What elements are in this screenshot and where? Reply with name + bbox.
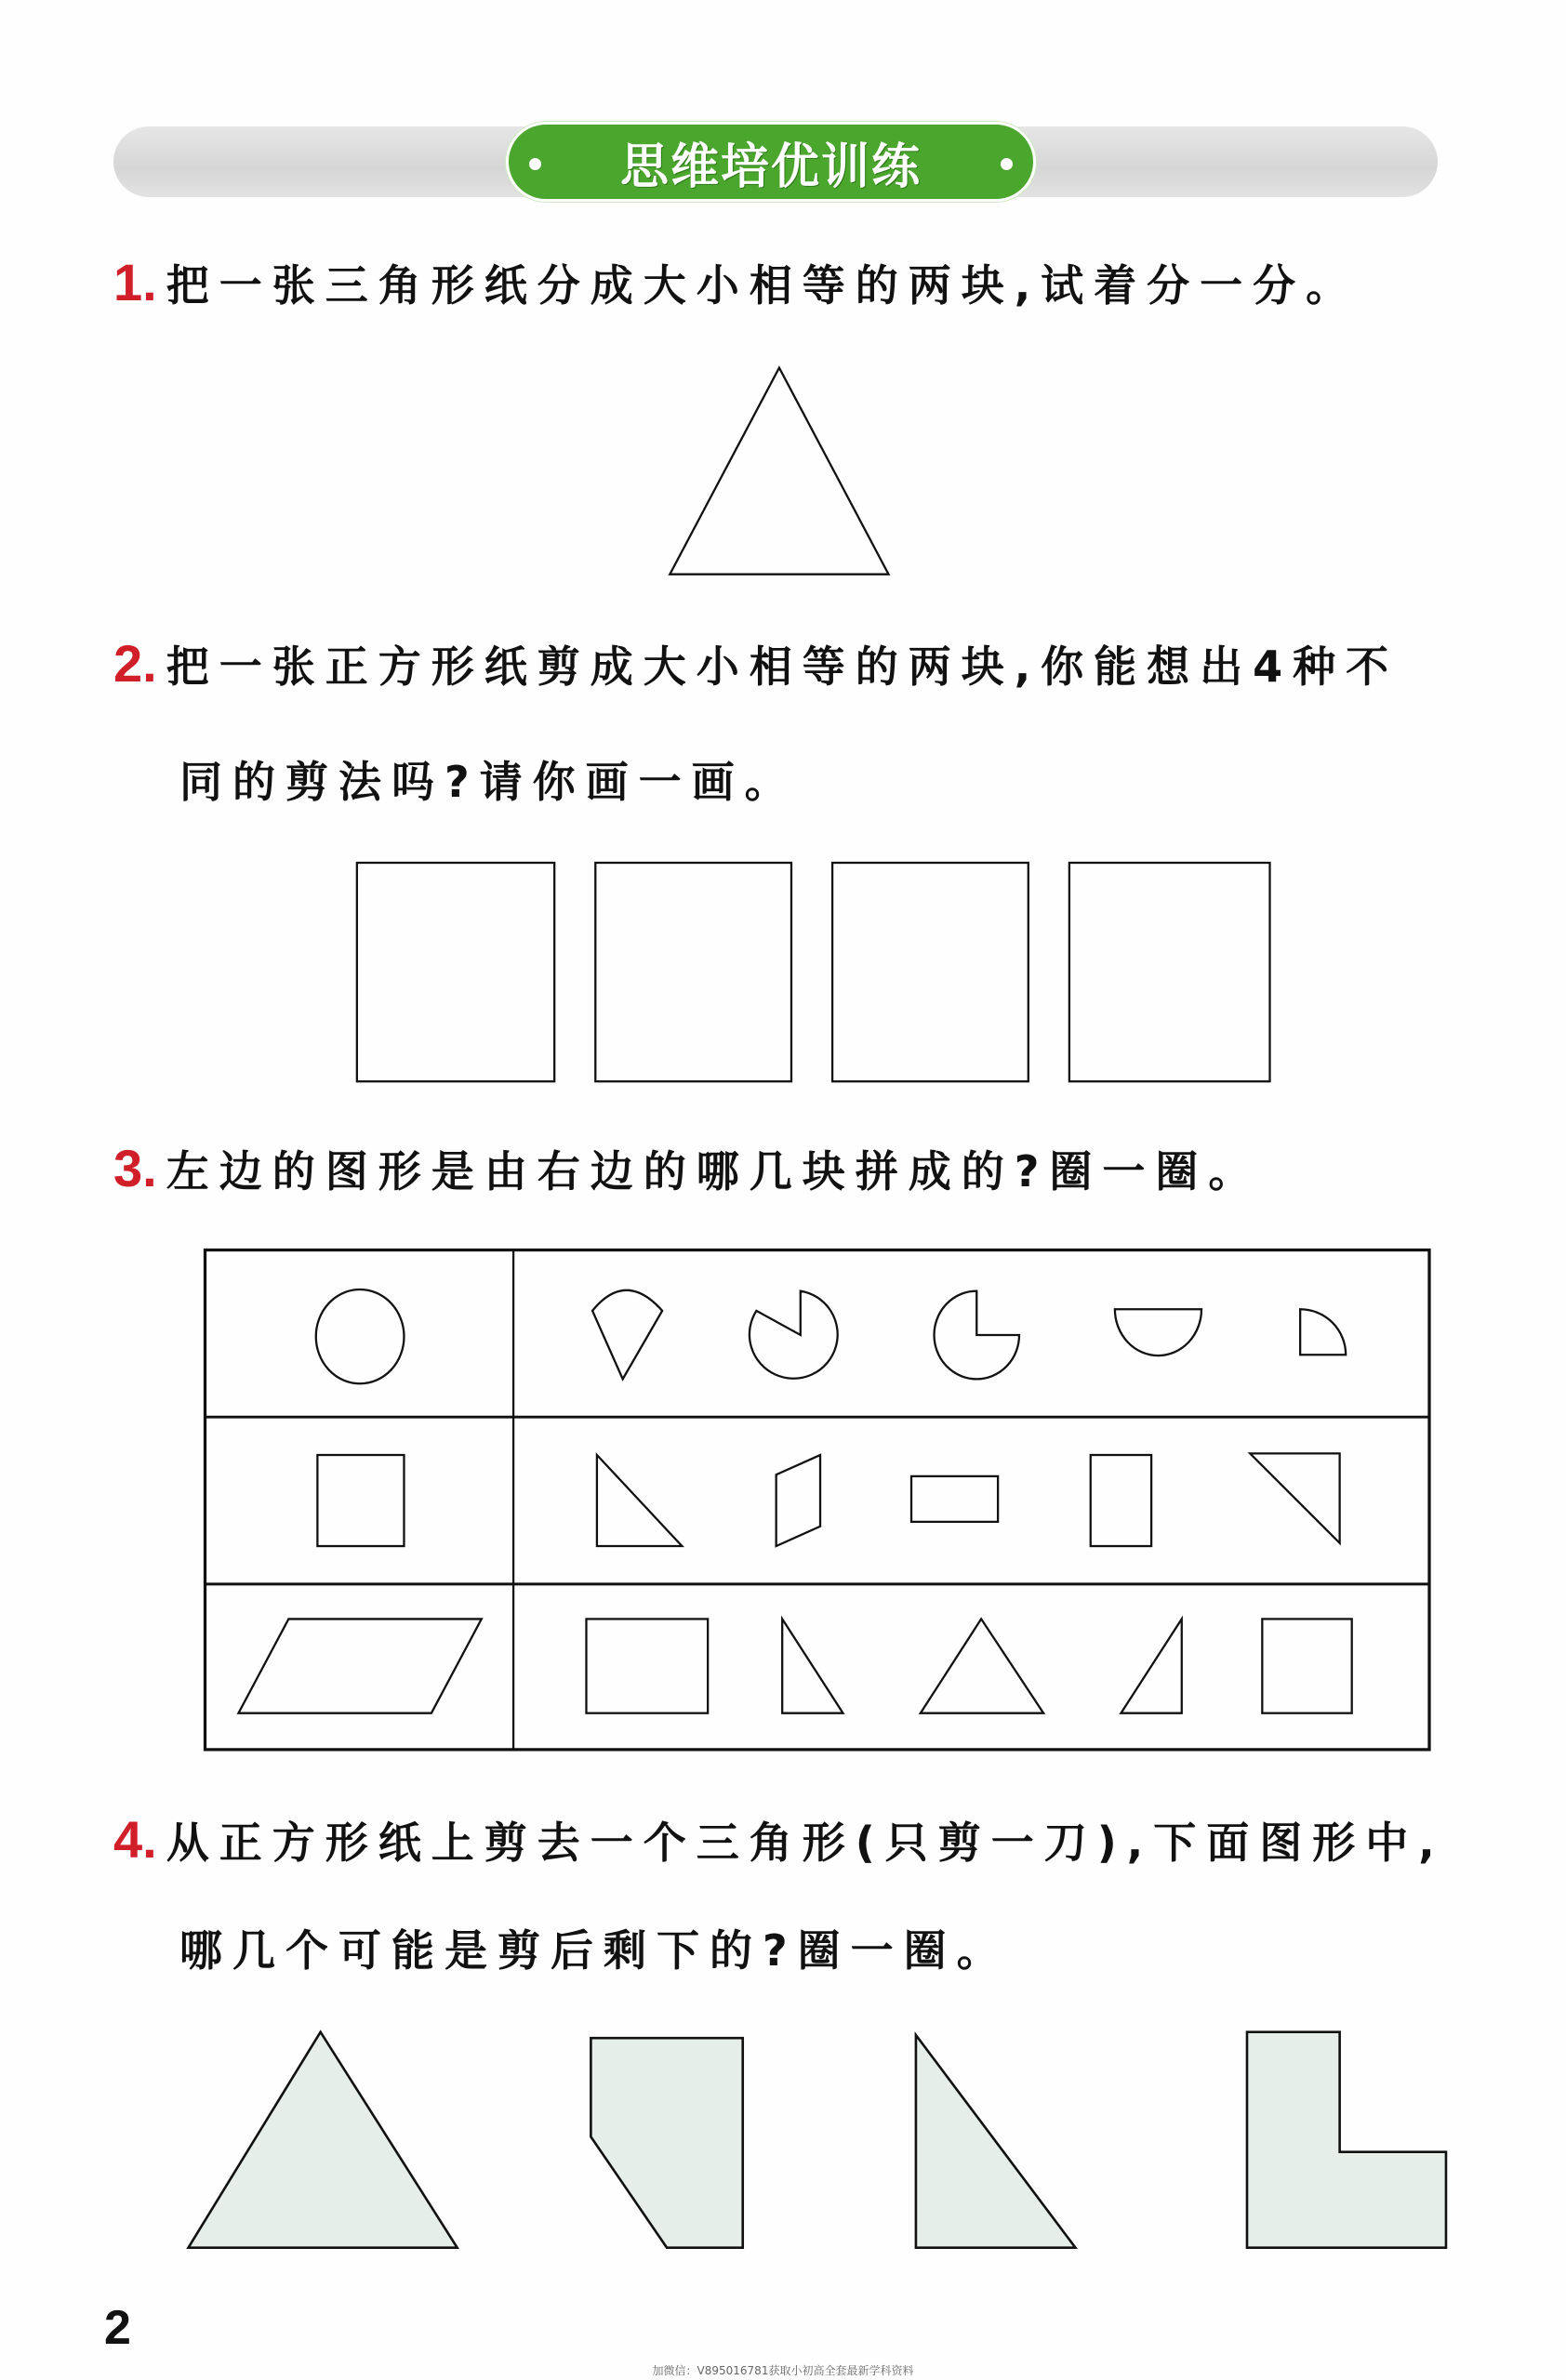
question-2-line-2: 同的剪法吗?请你画一画。 — [179, 757, 798, 807]
q2-square-4[interactable] — [1069, 863, 1270, 1081]
question-text: 从正方形纸上剪去一个三角形(只剪一刀),下面图形中, — [166, 1818, 1445, 1868]
q2-square-3[interactable] — [832, 863, 1029, 1081]
section-title: 思维培优训练 — [619, 139, 922, 195]
q3-row2-piece-3[interactable] — [911, 1476, 998, 1522]
q3-row2-piece-1[interactable] — [597, 1455, 682, 1546]
q3-row1-piece-1[interactable] — [592, 1290, 662, 1380]
q3-row1-piece-5[interactable] — [1300, 1309, 1346, 1355]
question-text: 把一张三角形纸分成大小相等的两块,试着分一分。 — [166, 260, 1360, 311]
question-text: 把一张正方形纸剪成大小相等的两块,你能想出4种不 — [166, 641, 1400, 692]
q3-row1-target-circle — [316, 1289, 405, 1383]
q4-shape-triangle[interactable] — [189, 2032, 458, 2248]
question-4-line-2: 哪几个可能是剪后剩下的?圈一圈。 — [179, 1925, 1010, 1976]
q3-row3-piece-3[interactable] — [921, 1619, 1043, 1712]
q3-row2-piece-2[interactable] — [776, 1455, 820, 1546]
question-number: 2. — [113, 634, 157, 693]
q2-square-1[interactable] — [357, 863, 554, 1081]
q3-row2-piece-5[interactable] — [1250, 1453, 1339, 1542]
q3-row3-piece-1[interactable] — [586, 1619, 708, 1712]
q3-row1-piece-4[interactable] — [1115, 1309, 1201, 1355]
q3-row1-piece-3[interactable] — [935, 1291, 1019, 1380]
q3-row3-piece-4[interactable] — [1121, 1619, 1181, 1712]
question-text: 左边的图形是由右边的哪几块拼成的?圈一圈。 — [166, 1146, 1262, 1197]
q3-row3-target-parallelogram — [238, 1619, 481, 1712]
q4-shape-pentagon[interactable] — [591, 2038, 742, 2247]
question-number: 1. — [113, 253, 157, 311]
footer-note: 加微信：V895016781获取小初高全套最新学科资料 — [652, 2364, 914, 2377]
q4-shape-right-triangle[interactable] — [916, 2035, 1076, 2248]
q4-shape-l-shape[interactable] — [1247, 2032, 1446, 2248]
q3-row3-piece-2[interactable] — [782, 1619, 843, 1712]
q3-row2-target-rectangle — [317, 1455, 404, 1546]
q3-row1-piece-2[interactable] — [750, 1291, 838, 1379]
q3-row2-piece-4[interactable] — [1091, 1455, 1151, 1546]
q3-row3-piece-5[interactable] — [1262, 1619, 1351, 1712]
q1-triangle[interactable] — [670, 368, 888, 575]
q2-square-2[interactable] — [595, 863, 791, 1081]
page-number: 2 — [104, 2301, 131, 2355]
question-number: 4. — [113, 1810, 157, 1869]
question-number: 3. — [113, 1139, 157, 1197]
